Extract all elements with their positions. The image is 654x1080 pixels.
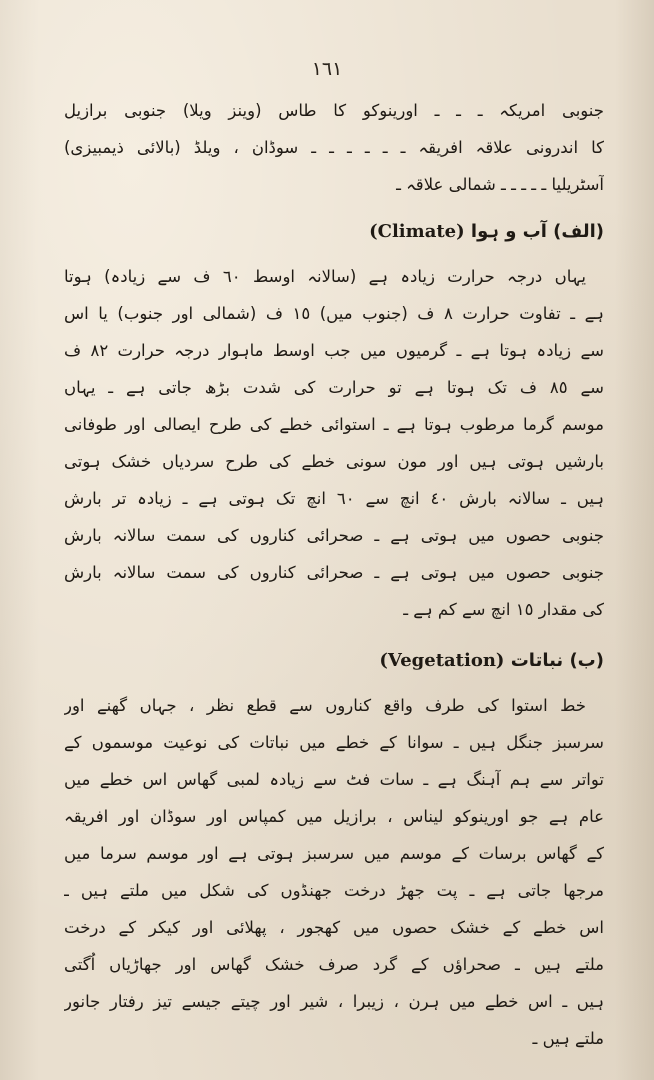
climate-paragraph [64, 258, 604, 628]
climate-line: ہیں ـ سالانہ بارش ٤٠ انچ سے ٦٠ انچ تک ہوتی ہے ـ زیادہ تر بارش [64, 489, 604, 508]
climate-line: سے زیادہ ہوتا ہے ـ گرمیوں میں جب اوسط ماہوار درجہ حرارت ٨٢ ف [64, 341, 604, 360]
vegetation-heading [64, 642, 604, 679]
climate-line: جنوبی حصوں میں ہوتی ہے ـ صحرائی کناروں کی سمت سالانہ بارش [64, 526, 604, 545]
vegetation-line: مرجھا جاتی ہے ـ پت جھڑ درخت جھنڈوں کی شکل میں ملتے ہیں ـ [64, 881, 604, 900]
vegetation-line: خط استوا کی طرف واقع کناروں سے قطع نظر ، جہاں گھنے اور [64, 696, 586, 715]
vegetation-line: سرسبز جنگل ہیں ـ سوانا کے خطے میں نباتات کی نوعیت موسموں کے [64, 733, 604, 752]
vegetation-line: ملتے ہیں ـ صحراؤں کے گرد صرف خشک گھاس اور جھاڑیاں اُگتی [64, 955, 604, 974]
vegetation-line: اس خطے کے خشک حصوں میں کھجور ، پھلائی اور کیکر کے درخت [64, 918, 604, 937]
climate-line: جنوبی حصوں میں ہوتی ہے ـ صحرائی کناروں کی سمت سالانہ بارش [64, 563, 604, 582]
climate-line: یہاں درجہ حرارت زیادہ ہے (سالانہ اوسط ٦٠ ف سے زیادہ) ہوتا [64, 267, 586, 286]
vegetation-line: تواتر سے ہم آہنگ ہے ـ سات فٹ سے زیادہ لمبی گھاس اس خطے میں [64, 770, 604, 789]
climate-line: بارشیں ہوتی ہیں اور مون سونی خطے کی طرح سردیاں خشک ہوتی [64, 452, 604, 471]
vegetation-paragraph [64, 687, 604, 1057]
vegetation-heading-latin: (Vegetation) [379, 650, 505, 671]
climate-line: کی مقدار ١٥ انچ سے کم ہے ـ [403, 600, 604, 619]
vegetation-line: ہیں ـ اس خطے میں ہرن ، زیبرا ، شیر اور چیتے جیسے تیز رفتار جانور [64, 992, 604, 1011]
climate-heading-urdu: (الف) آب و ہوا [470, 221, 604, 242]
page-body [64, 92, 604, 1057]
vegetation-line: ملتے ہیں ـ [532, 1029, 604, 1048]
climate-heading-latin: (Climate) [369, 221, 465, 242]
climate-line: ہے ـ تفاوت حرارت ٨ ف (جنوب میں) ١٥ ف (شمالی اور جنوب) یا اس [64, 304, 604, 323]
climate-line: سے ٨٥ ف تک ہوتا ہے تو حرارت کی شدت بڑھ جاتی ہے ـ یہاں [64, 378, 604, 397]
vegetation-heading-urdu: (ب) نباتات [510, 650, 604, 671]
regions-line: جنوبی امریکہ ـ ـ ـ اورینوکو کا طاس (وینز ویلا) جنوبی برازیل [64, 101, 604, 120]
regions-line: کا اندرونی علاقہ افریقہ ـ ـ ـ ـ ـ ـ سوڈان ، ویلڈ (بالائی ذیمبیزی) [64, 138, 604, 157]
page-number: ١٦١ [311, 58, 343, 80]
vegetation-line: عام ہے جو اورینوکو لیناس ، برازیل میں کمپاس اور سوڈان اور افریقہ [64, 807, 604, 826]
regions-paragraph [64, 92, 604, 203]
climate-line: موسم گرما مرطوب ہوتا ہے ـ استوائی خطے کی طرح ایصالی اور طوفانی [64, 415, 604, 434]
climate-heading [64, 213, 604, 250]
vegetation-line: کے گھاس برسات کے موسم میں سرسبز ہوتی ہے اور موسم سرما میں [64, 844, 604, 863]
regions-line: آسٹریلیا ـ ـ ـ ـ ـ شمالی علاقہ ـ [396, 175, 604, 194]
